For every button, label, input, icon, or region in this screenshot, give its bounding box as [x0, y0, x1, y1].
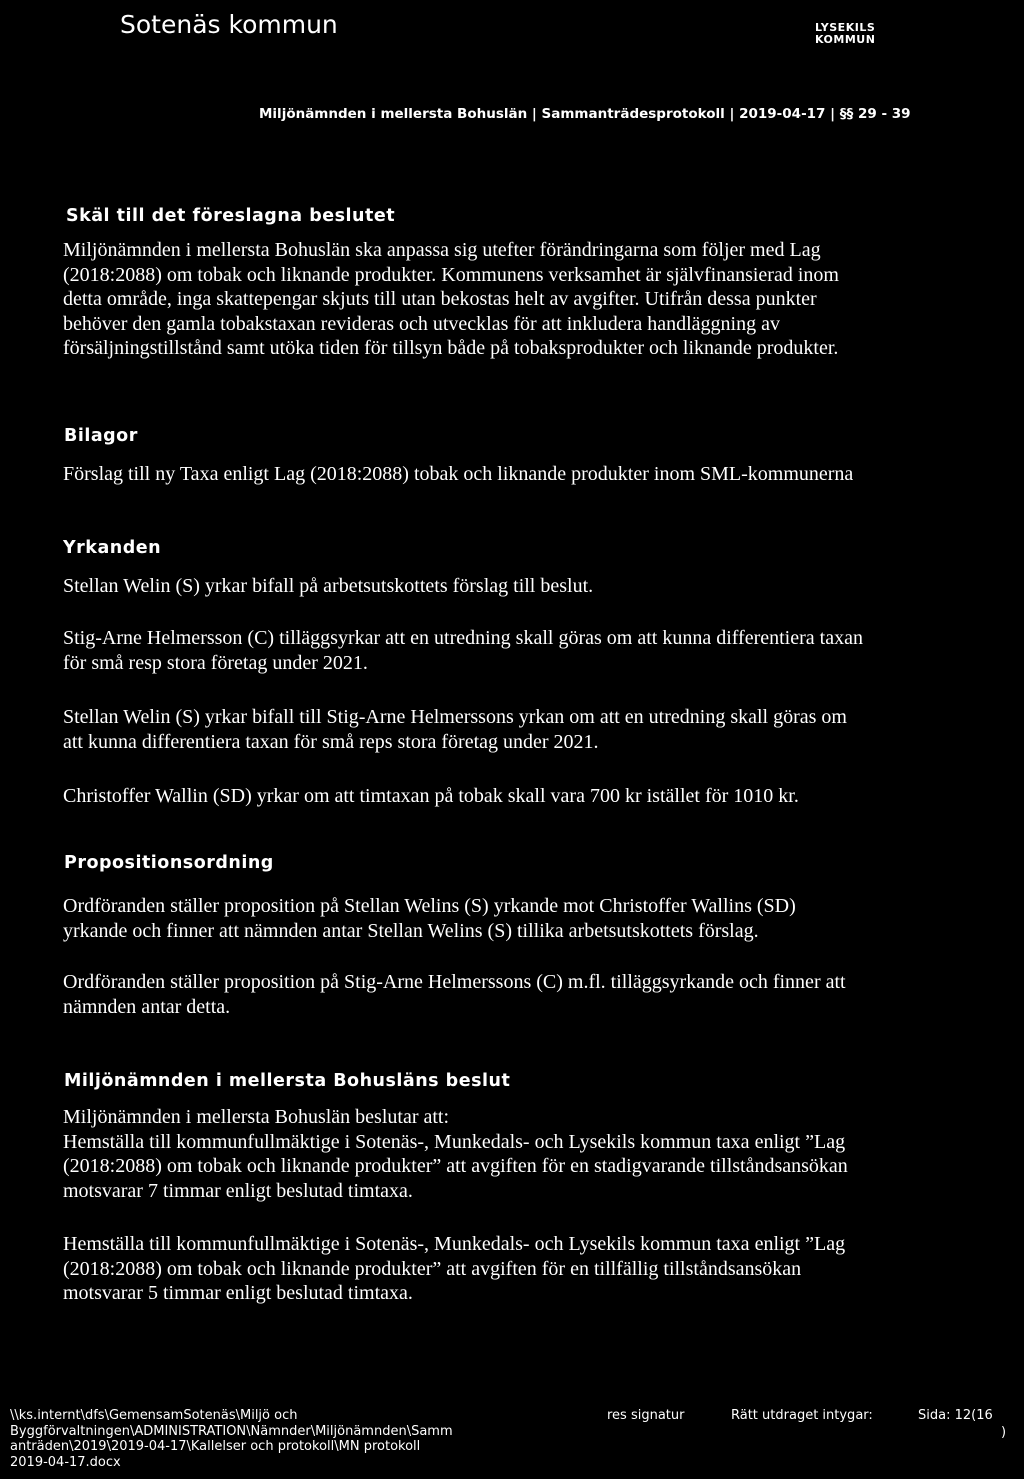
text-line: detta område, inga skattepengar skjuts till utan bekostas helt av avgifter. Utifrån dessa punkter [63, 288, 817, 310]
proposition-1 [63, 894, 796, 943]
heading-beslut: Miljönämnden i mellersta Bohusläns beslut [64, 1071, 511, 1091]
file-path-line: Byggförvaltningen\ADMINISTRATION\Nämnder\Miljönämnden\Samm [10, 1423, 453, 1439]
lysekil-logo-line1: LYSEKILS [815, 21, 876, 34]
text-line: behöver den gamla tobakstaxan revideras och utvecklas för att inkludera handläggning av [63, 312, 780, 335]
text-line: nämnden antar detta. [63, 995, 231, 1018]
text-line: Stig-Arne Helmersson (C) tilläggsyrkar att en utredning skall göras om att kunna differentiera taxan [63, 627, 863, 649]
text-line: Hemställa till kommunfullmäktige i Sotenäs-, Munkedals- och Lysekils kommun taxa enligt ”Lag [63, 1233, 846, 1255]
organization-name: Sotenäs kommun [120, 10, 338, 39]
page-number: Sida: 12(16 [918, 1408, 993, 1423]
text-line: Ordföranden ställer proposition på Stig-Arne Helmerssons (C) m.fl. tilläggsyrkande och finner att [63, 971, 846, 993]
beslut-2 [63, 1232, 845, 1306]
certified-label: Rätt utdraget intygar: [731, 1408, 873, 1423]
text-line: Miljönämnden i mellersta Bohuslän beslutar att: [63, 1106, 450, 1128]
text-line: att kunna differentiera taxan för små reps stora företag under 2021. [63, 730, 599, 753]
text-line: (2018:2088) om tobak och liknande produkter. Kommunens verksamhet är självfinansierad inom [63, 263, 839, 286]
lysekil-logo-line2: KOMMUN [815, 33, 876, 46]
text-line: Miljönämnden i mellersta Bohuslän ska anpassa sig utefter förändringarna som följer med Lag [63, 239, 821, 261]
file-path-line: anträden\2019\2019-04-17\Kallelser och protokoll\MN protokoll [10, 1439, 421, 1454]
file-path-line: \\ks.internt\dfs\GemensamSotenäs\Miljö och [10, 1408, 298, 1423]
protocol-header: Miljönämnden i mellersta Bohuslän | Sammanträdesprotokoll | 2019-04-17 | §§ 29 - 39 [259, 106, 911, 122]
heading-yrkanden: Yrkanden [63, 538, 162, 558]
text-line: försäljningstillstånd samt utöka tiden för tillsyn både på tobaksprodukter och liknande produkter. [63, 337, 839, 359]
signature-label: res signatur [607, 1408, 685, 1423]
bilagor-text: Förslag till ny Taxa enligt Lag (2018:2088) tobak och liknande produkter inom SML-kommunerna [63, 463, 854, 485]
yrkande-3 [63, 705, 847, 754]
heading-skal: Skäl till det föreslagna beslutet [66, 206, 396, 226]
yrkande-1: Stellan Welin (S) yrkar bifall på arbetsutskottets förslag till beslut. [63, 575, 594, 597]
file-path [10, 1408, 453, 1470]
proposition-2 [63, 970, 846, 1019]
text-line: Hemställa till kommunfullmäktige i Sotenäs-, Munkedals- och Lysekils kommun taxa enligt ”Lag [63, 1130, 846, 1153]
page-number-close: ) [1001, 1425, 1007, 1440]
heading-bilagor: Bilagor [64, 426, 138, 446]
text-line: Stellan Welin (S) yrkar bifall till Stig-Arne Helmerssons yrkan om att en utredning skall göras om [63, 706, 847, 728]
text-line: för små resp stora företag under 2021. [63, 651, 368, 674]
text-line: (2018:2088) om tobak och liknande produkter” att avgiften för en tillfällig tillståndsansökan [63, 1257, 802, 1280]
beslut-1 [63, 1105, 848, 1203]
lysekil-logo [815, 22, 875, 46]
text-line: motsvarar 5 timmar enligt beslutad timtaxa. [63, 1282, 413, 1304]
skal-paragraph [63, 238, 839, 361]
text-line: Ordföranden ställer proposition på Stellan Welins (S) yrkande mot Christoffer Wallins (SD) [63, 895, 796, 917]
text-line: motsvarar 7 timmar enligt beslutad timtaxa. [63, 1179, 413, 1202]
yrkande-2 [63, 626, 863, 675]
text-line: (2018:2088) om tobak och liknande produkter” att avgiften för en stadigvarande tillståndsansökan [63, 1155, 848, 1177]
yrkande-4: Christoffer Wallin (SD) yrkar om att timtaxan på tobak skall vara 700 kr istället för 1010 kr. [63, 785, 799, 807]
file-path-line: 2019-04-17.docx [10, 1454, 121, 1470]
text-line: yrkande och finner att nämnden antar Stellan Welins (S) tillika arbetsutskottets förslag. [63, 919, 759, 942]
heading-propositionsordning: Propositionsordning [64, 853, 274, 873]
